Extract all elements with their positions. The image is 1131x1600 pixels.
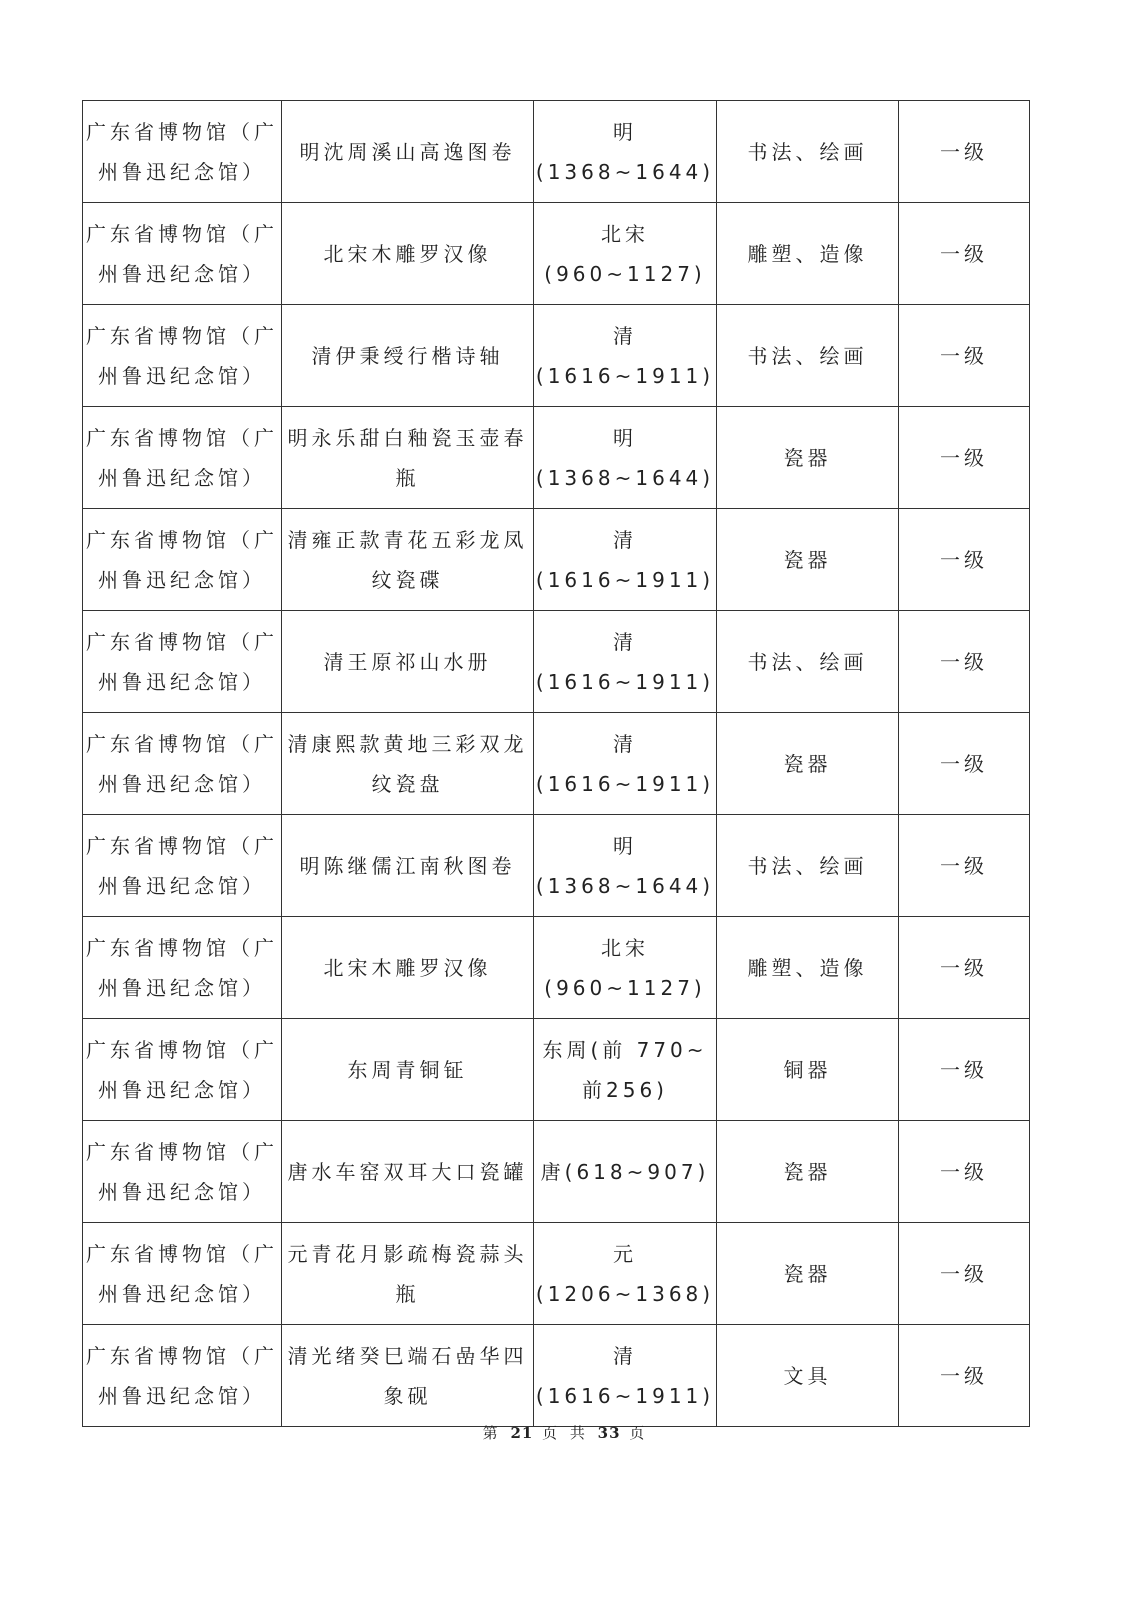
cell-grade: 一级	[899, 1121, 1030, 1223]
table-row	[83, 1223, 1030, 1325]
cell-relic-name: 清伊秉绶行楷诗轴	[282, 305, 534, 407]
cell-category: 瓷器	[717, 407, 899, 509]
cell-institution: 广东省博物馆（广州鲁迅纪念馆）	[83, 917, 282, 1019]
cell-relic-name: 明陈继儒江南秋图卷	[282, 815, 534, 917]
cell-period: 元(1206~1368)	[534, 1223, 717, 1325]
cell-institution: 广东省博物馆（广州鲁迅纪念馆）	[83, 203, 282, 305]
cell-grade: 一级	[899, 1019, 1030, 1121]
cell-period: 清(1616~1911)	[534, 509, 717, 611]
cell-relic-name: 清光绪癸巳端石嵒华四象砚	[282, 1325, 534, 1427]
cell-period: 清(1616~1911)	[534, 713, 717, 815]
table-row	[83, 713, 1030, 815]
cell-grade: 一级	[899, 509, 1030, 611]
cell-period: 明(1368~1644)	[534, 101, 717, 203]
cell-period: 明(1368~1644)	[534, 407, 717, 509]
cell-grade: 一级	[899, 1325, 1030, 1427]
cell-relic-name: 北宋木雕罗汉像	[282, 917, 534, 1019]
cell-relic-name: 元青花月影疏梅瓷蒜头瓶	[282, 1223, 534, 1325]
table-row	[83, 917, 1030, 1019]
cell-period: 明(1368~1644)	[534, 815, 717, 917]
cell-institution: 广东省博物馆（广州鲁迅纪念馆）	[83, 713, 282, 815]
cell-relic-name: 东周青铜钲	[282, 1019, 534, 1121]
cell-period: 清(1616~1911)	[534, 305, 717, 407]
table-row	[83, 509, 1030, 611]
cell-institution: 广东省博物馆（广州鲁迅纪念馆）	[83, 509, 282, 611]
page-total: 33	[597, 1424, 621, 1442]
cell-grade: 一级	[899, 917, 1030, 1019]
cell-category: 书法、绘画	[717, 101, 899, 203]
cell-institution: 广东省博物馆（广州鲁迅纪念馆）	[83, 1325, 282, 1427]
cell-period: 清(1616~1911)	[534, 611, 717, 713]
cell-grade: 一级	[899, 203, 1030, 305]
cell-relic-name: 清王原祁山水册	[282, 611, 534, 713]
cell-institution: 广东省博物馆（广州鲁迅纪念馆）	[83, 1019, 282, 1121]
cell-category: 雕塑、造像	[717, 203, 899, 305]
cell-category: 书法、绘画	[717, 305, 899, 407]
cell-period: 北宋(960~1127)	[534, 917, 717, 1019]
cell-relic-name: 明沈周溪山高逸图卷	[282, 101, 534, 203]
page-prefix: 第	[482, 1424, 502, 1442]
table-row	[83, 1121, 1030, 1223]
cell-category: 铜器	[717, 1019, 899, 1121]
cell-relic-name: 北宋木雕罗汉像	[282, 203, 534, 305]
cell-grade: 一级	[899, 407, 1030, 509]
cell-institution: 广东省博物馆（广州鲁迅纪念馆）	[83, 815, 282, 917]
page-footer	[0, 1422, 1131, 1443]
cell-category: 文具	[717, 1325, 899, 1427]
cell-institution: 广东省博物馆（广州鲁迅纪念馆）	[83, 611, 282, 713]
table-row	[83, 815, 1030, 917]
cell-grade: 一级	[899, 611, 1030, 713]
cell-relic-name: 明永乐甜白釉瓷玉壶春瓶	[282, 407, 534, 509]
cell-institution: 广东省博物馆（广州鲁迅纪念馆）	[83, 407, 282, 509]
cell-grade: 一级	[899, 305, 1030, 407]
cell-period: 东周(前 770~前256)	[534, 1019, 717, 1121]
cell-institution: 广东省博物馆（广州鲁迅纪念馆）	[83, 101, 282, 203]
cell-category: 雕塑、造像	[717, 917, 899, 1019]
cell-grade: 一级	[899, 815, 1030, 917]
table-row	[83, 101, 1030, 203]
table-row	[83, 1019, 1030, 1121]
cell-period: 清(1616~1911)	[534, 1325, 717, 1427]
relics-table	[82, 100, 1030, 1427]
cell-grade: 一级	[899, 101, 1030, 203]
cell-grade: 一级	[899, 713, 1030, 815]
cell-relic-name: 唐水车窑双耳大口瓷罐	[282, 1121, 534, 1223]
cell-grade: 一级	[899, 1223, 1030, 1325]
table-row	[83, 407, 1030, 509]
table-row	[83, 203, 1030, 305]
page-current: 21	[510, 1424, 534, 1442]
page-suffix: 页	[629, 1424, 649, 1442]
cell-category: 瓷器	[717, 713, 899, 815]
cell-institution: 广东省博物馆（广州鲁迅纪念馆）	[83, 305, 282, 407]
relics-table-body	[83, 101, 1030, 1427]
table-row	[83, 305, 1030, 407]
cell-institution: 广东省博物馆（广州鲁迅纪念馆）	[83, 1121, 282, 1223]
cell-category: 瓷器	[717, 1121, 899, 1223]
cell-institution: 广东省博物馆（广州鲁迅纪念馆）	[83, 1223, 282, 1325]
cell-relic-name: 清雍正款青花五彩龙凤纹瓷碟	[282, 509, 534, 611]
cell-period: 唐(618~907)	[534, 1121, 717, 1223]
cell-category: 瓷器	[717, 1223, 899, 1325]
cell-category: 瓷器	[717, 509, 899, 611]
cell-category: 书法、绘画	[717, 815, 899, 917]
cell-period: 北宋(960~1127)	[534, 203, 717, 305]
cell-category: 书法、绘画	[717, 611, 899, 713]
table-row	[83, 1325, 1030, 1427]
table-row	[83, 611, 1030, 713]
page-middle: 页 共	[542, 1424, 589, 1442]
cell-relic-name: 清康熙款黄地三彩双龙纹瓷盘	[282, 713, 534, 815]
